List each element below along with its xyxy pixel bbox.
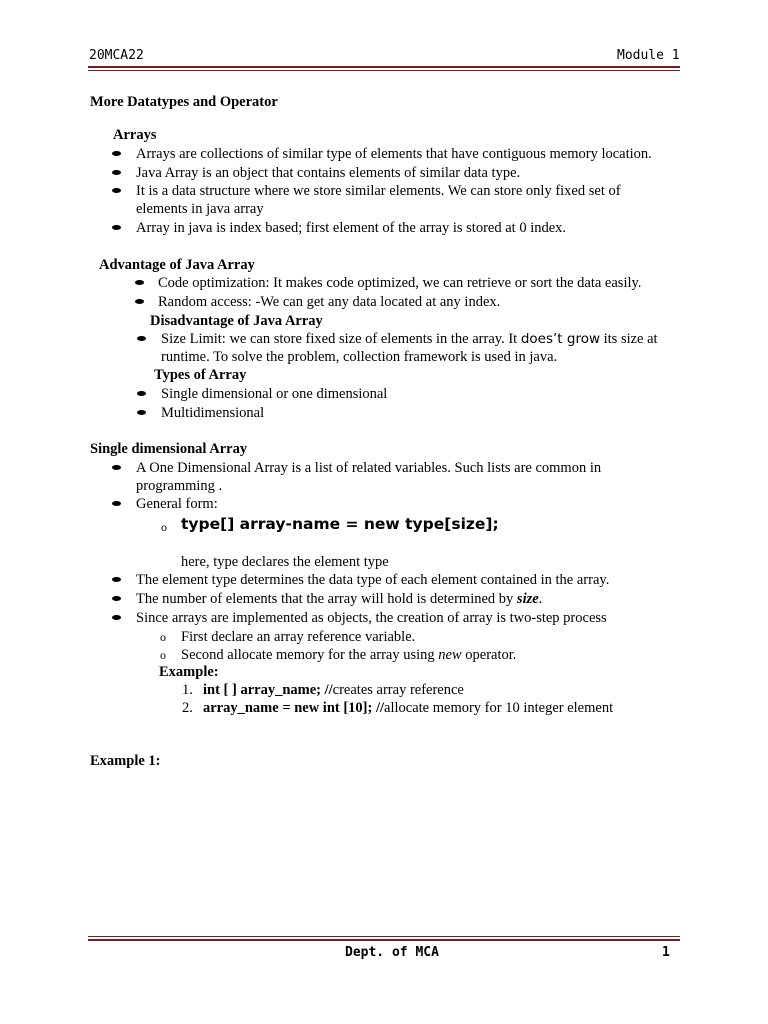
sub-bullet-circle: o	[160, 630, 166, 644]
header-rule	[88, 66, 680, 68]
section-heading-single: Single dimensional Array	[90, 441, 248, 457]
header-module: Module 1	[617, 48, 680, 63]
bullet-icon	[112, 465, 121, 470]
sub-bullet-circle: o	[160, 648, 166, 662]
footer-rule-thin	[88, 936, 680, 937]
section-heading-disadvantage: Disadvantage of Java Array	[150, 313, 323, 329]
bullet-icon	[112, 501, 121, 506]
list-item: The number of elements that the array will hold is determined by size.	[136, 591, 543, 607]
bullet-icon	[137, 336, 146, 341]
list-item: Single dimensional or one dimensional	[161, 386, 388, 402]
bullet-icon	[112, 596, 121, 601]
list-item: Arrays are collections of similar type of elements that have contiguous memory location.	[136, 146, 652, 162]
bullet-icon	[112, 225, 121, 230]
sub-bullet-circle: o	[161, 520, 167, 534]
general-form-code: type[] array-name = new type[size];	[181, 515, 499, 533]
bullet-icon	[112, 615, 121, 620]
list-item: The element type determines the data type of each element contained in the array.	[136, 572, 610, 588]
page-number: 1	[662, 945, 670, 960]
bullet-icon	[137, 391, 146, 396]
list-item: General form:	[136, 496, 218, 512]
sub-list-item: First declare an array reference variable.	[181, 629, 416, 645]
example-line: int [ ] array_name; //creates array reference	[203, 682, 464, 698]
example-line: array_name = new int [10]; //allocate memory for 10 integer element	[203, 700, 614, 716]
bullet-icon	[112, 577, 121, 582]
list-item: Array in java is index based; first element of the array is stored at 0 index.	[136, 220, 567, 236]
list-item: Code optimization: It makes code optimized, we can retrieve or sort the data easily.	[158, 275, 642, 291]
bullet-icon	[112, 170, 121, 175]
code-note: here, type declares the element type	[181, 554, 389, 570]
bullet-icon	[135, 280, 144, 285]
footer-department: Dept. of MCA	[345, 945, 439, 960]
list-item: Java Array is an object that contains elements of similar data type.	[136, 165, 521, 181]
list-item: Random access: -We can get any data located at any index.	[158, 294, 501, 310]
bullet-icon	[112, 151, 121, 156]
example-number: 2.	[182, 700, 193, 716]
list-item: It is a data structure where we store similar elements. We can store only fixed set of	[136, 183, 621, 199]
header-rule-thin	[88, 70, 680, 71]
section-heading-types: Types of Array	[154, 367, 247, 383]
list-item: Size Limit: we can store fixed size of elements in the array. It does’t grow its size at	[161, 331, 658, 347]
bullet-icon	[137, 410, 146, 415]
example-number: 1.	[182, 682, 193, 698]
list-item: Multidimensional	[161, 405, 265, 421]
page-title: More Datatypes and Operator	[90, 94, 278, 110]
list-item-continuation: programming .	[136, 478, 223, 494]
list-item: Since arrays are implemented as objects, the creation of array is two-step process	[136, 610, 607, 626]
section-heading-arrays: Arrays	[113, 127, 157, 143]
bullet-icon	[112, 188, 121, 193]
list-item: A One Dimensional Array is a list of related variables. Such lists are common in	[136, 460, 602, 476]
footer-rule	[88, 939, 680, 941]
section-heading-advantage: Advantage of Java Array	[99, 257, 255, 273]
list-item-continuation: runtime. To solve the problem, collection framework is used in java.	[161, 349, 558, 365]
header-course-code: 20MCA22	[89, 48, 144, 63]
sub-list-item: Second allocate memory for the array using new operator.	[181, 647, 517, 663]
example-1-heading: Example 1:	[90, 753, 161, 769]
example-label: Example:	[159, 664, 219, 680]
list-item-continuation: elements in java array	[136, 201, 264, 217]
bullet-icon	[135, 299, 144, 304]
